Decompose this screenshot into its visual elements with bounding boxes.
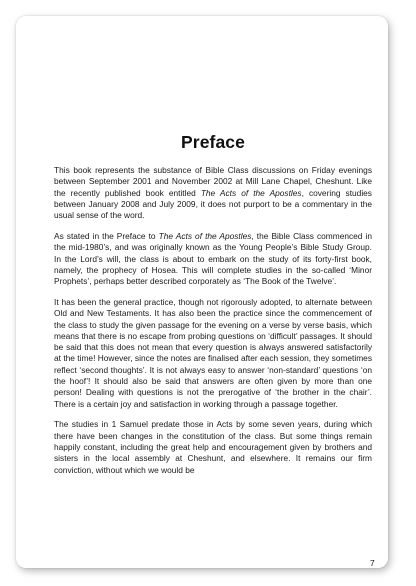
paragraph-1-text-b: , covering studies between January 2008 and July 2009, it does not purport to be a commentary in the usual sense of the word. bbox=[54, 187, 372, 221]
page-title: Preface bbox=[181, 132, 245, 152]
paragraph-3: It has been the general practice, though not rigorously adopted, to alternate between Old and New Testaments. It has also been the practice since the commencement of the class to study the given passage for the evening on a verse by verse basis, which means that there is no escape from probing questions on ‘difficult’ passages. It should be said that this does not mean that every question is always answered satisfactorily at the time! However, since the notes are finalised after each session, they sometimes reflect ‘second thoughts’. It is not always easy to answer ‘non-standard’ questions ‘on the hoof’! It should also be said that answers are often given by more than one person! Dealing with questions is not the prerogative of ‘the brother in the chair’. There is a certain joy and satisfaction in working through a passage together. bbox=[54, 296, 372, 409]
paragraph-1-text-a: This book represents the substance of Bible Class discussions on Friday evenings between September 2001 and November 2002 at Mill Lane Chapel, Cheshunt. Like the recently published book entitled bbox=[54, 165, 372, 198]
book-page bbox=[16, 16, 388, 568]
paragraph-4: The studies in 1 Samuel predate those in Acts by some seven years, during which there have been changes in the constitution of the class. But some things remain happily constant, including the great help and encouragement given by brothers and sisters in the local assembly at Cheshunt, and elsewhere. It remains our firm conviction, without which we would be bbox=[54, 419, 372, 475]
paragraph-2-text-a: As stated in the Preface to bbox=[54, 230, 159, 241]
page-content bbox=[54, 132, 372, 485]
paragraph-1 bbox=[54, 165, 372, 221]
page-number: 7 bbox=[370, 558, 375, 568]
paragraph-2-text-b: , the Bible Class commenced in the mid-1980’s, and was originally known as the Young People’s Bible Study Group. In the Lord’s will, the class is about to embark on the study of its forty-first book, namely, the prophecy of Hosea. This will complete studies in the so-called ‘Minor Prophets’, perhaps better described corporately as ‘The Book of the Twelve’. bbox=[54, 230, 372, 287]
paragraph-2 bbox=[54, 231, 372, 287]
paragraph-1-book-title: The Acts of the Apostles bbox=[200, 187, 302, 198]
paragraph-2-book-title: The Acts of the Apostles bbox=[158, 230, 252, 241]
